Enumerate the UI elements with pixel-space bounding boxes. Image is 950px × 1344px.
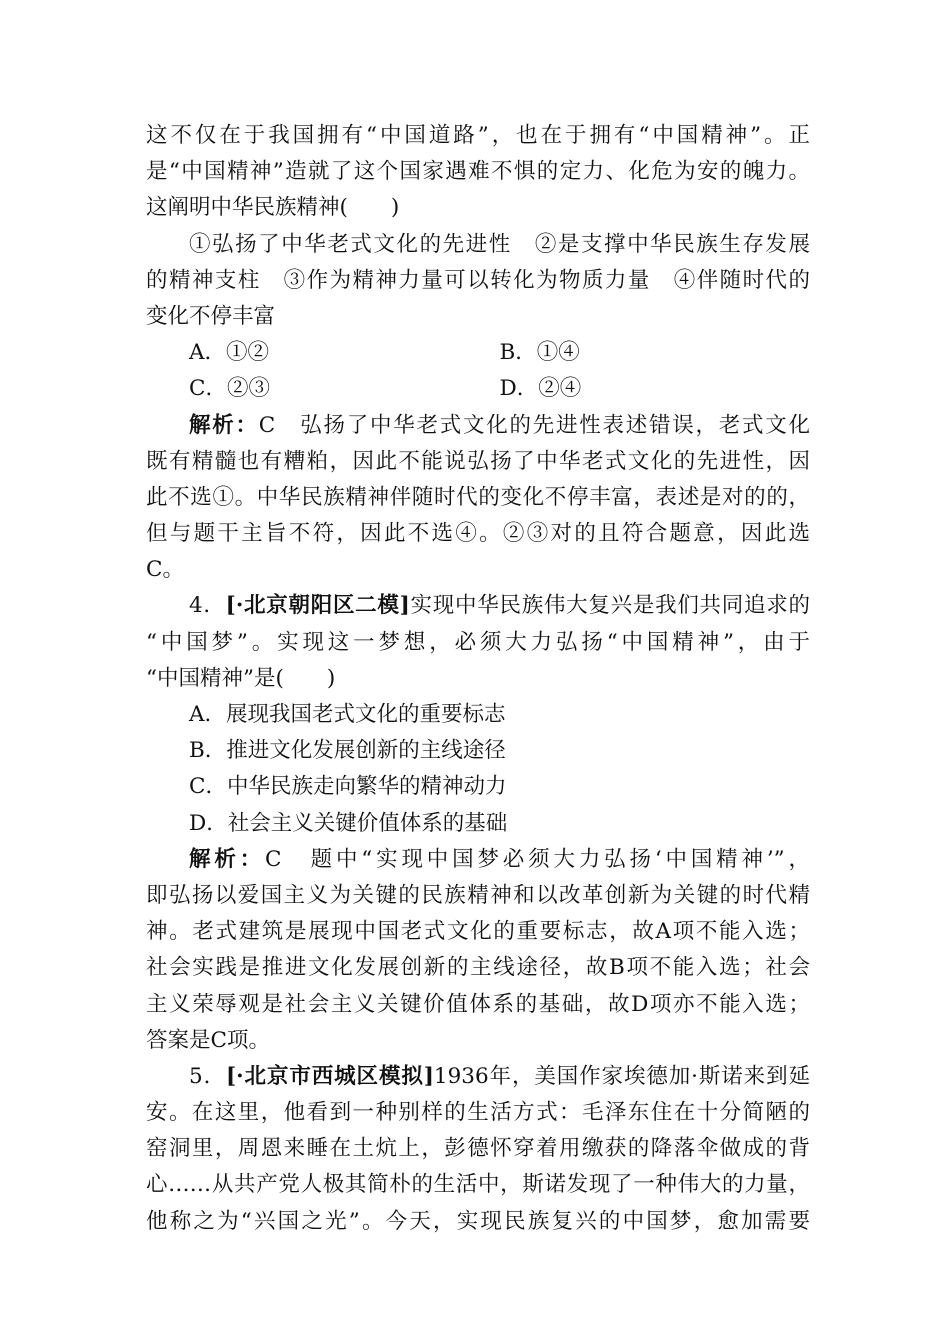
option-a: A．①②: [189, 340, 270, 366]
question-number: 5．: [189, 1063, 226, 1089]
question-3-stem-line: 这不仅在于我国拥有“中国道路”，也在于拥有“中国精神”。正: [146, 123, 810, 148]
option-c: C．②③: [189, 376, 270, 402]
option-d: D．社会主义关键价值体系的基础: [189, 810, 508, 836]
question-4-analysis-line: [146, 842, 810, 878]
question-5-stem-line: 安。在这里，他看到一种别样的生活方式：毛泽东住在十分简陋的: [146, 1100, 810, 1126]
question-4-analysis-line: 答案是C项。: [146, 1027, 270, 1053]
question-source: [·北京市西城区模拟]: [225, 1063, 434, 1089]
question-5: [146, 1059, 810, 1240]
question-4-stem-line: [146, 588, 810, 624]
question-3-stem-line: 是“中国精神”造就了这个国家遇难不惧的定力、化危为安的魄力。: [146, 159, 810, 185]
question-4-analysis-line: 主义荣辱观是社会主义关键价值体系的基础，故D项亦不能入选；: [146, 991, 810, 1017]
question-5-stem-line: 他称之为“兴国之光”。今天，实现民族复兴的中国梦，愈加需要: [146, 1208, 810, 1234]
question-4: [146, 588, 810, 1058]
question-3-statements-line: 的精神支柱 ③作为精神力量可以转化为物质力量 ④伴随时代的: [146, 267, 810, 293]
analysis-text: C 题中“实现中国梦必须大力弘扬‘中国精神’”，: [265, 846, 810, 872]
question-stem-text: 1936年，美国作家埃德加·斯诺来到延: [433, 1063, 810, 1089]
question-3-analysis-line: [146, 408, 810, 444]
document-page: [146, 118, 810, 1240]
question-4-analysis-line: 神。老式建筑是展现中国老式文化的重要标志，故A项不能入选；: [146, 919, 810, 945]
option-a: A．展现我国老式文化的重要标志: [189, 702, 506, 727]
question-4-stem-line: “中国精神”是( ): [146, 665, 336, 691]
question-stem-text: 实现中华民族伟大复兴是我们共同追求的: [409, 593, 810, 619]
question-4-analysis-line: 即弘扬以爱国主义为关键的民族精神和以改革创新为关键的时代精: [146, 882, 810, 908]
option-c: C．中华民族走向繁华的精神动力: [189, 774, 507, 800]
question-3-statements-line: 变化不停丰富: [146, 303, 276, 329]
question-5-stem-line: 窑洞里，周恩来睡在土炕上，彭德怀穿着用缴获的降落伞做成的背: [146, 1136, 810, 1162]
question-3-statements-line: ①弘扬了中华老式文化的先进性 ②是支撑中华民族生存发展: [189, 231, 810, 257]
option-d: D．②④: [499, 376, 582, 402]
question-source: [·北京朝阳区二模]: [225, 593, 410, 619]
question-4-analysis-line: 社会实践是推进文化发展创新的主线途径，故B项不能入选；社会: [146, 955, 810, 981]
question-3-stem-line: 这阐明中华民族精神( ): [146, 195, 400, 221]
analysis-label: 解析：: [189, 846, 266, 872]
question-5-stem-line: 心……从共产党人极其简朴的生活中，斯诺发现了一种伟大的力量，: [146, 1172, 810, 1198]
question-5-stem-line: [146, 1059, 810, 1095]
question-3-analysis-line: 既有精髓也有糟粕，因此不能说弘扬了中华老式文化的先进性，因: [146, 448, 810, 474]
question-3-analysis-line: 但与题干主旨不符，因此不选④。②③对的且符合题意，因此选: [146, 521, 810, 547]
question-4-stem-line: “中国梦”。实现这一梦想，必须大力弘扬“中国精神”，由于: [146, 629, 810, 655]
question-3-options-row: [146, 371, 810, 407]
question-3-options-row: [146, 335, 810, 371]
analysis-label: 解析：: [189, 412, 259, 438]
question-3-analysis-line: C。: [146, 557, 184, 583]
question-3: [146, 118, 810, 588]
option-b: B．推进文化发展创新的主线途径: [189, 738, 506, 764]
option-b: B．①④: [499, 340, 580, 366]
question-3-analysis-line: 此不选①。中华民族精神伴随时代的变化不停丰富，表述是对的的，: [146, 484, 810, 510]
question-number: 4．: [189, 593, 226, 619]
analysis-text: C 弘扬了中华老式文化的先进性表述错误，老式文化: [258, 412, 810, 438]
